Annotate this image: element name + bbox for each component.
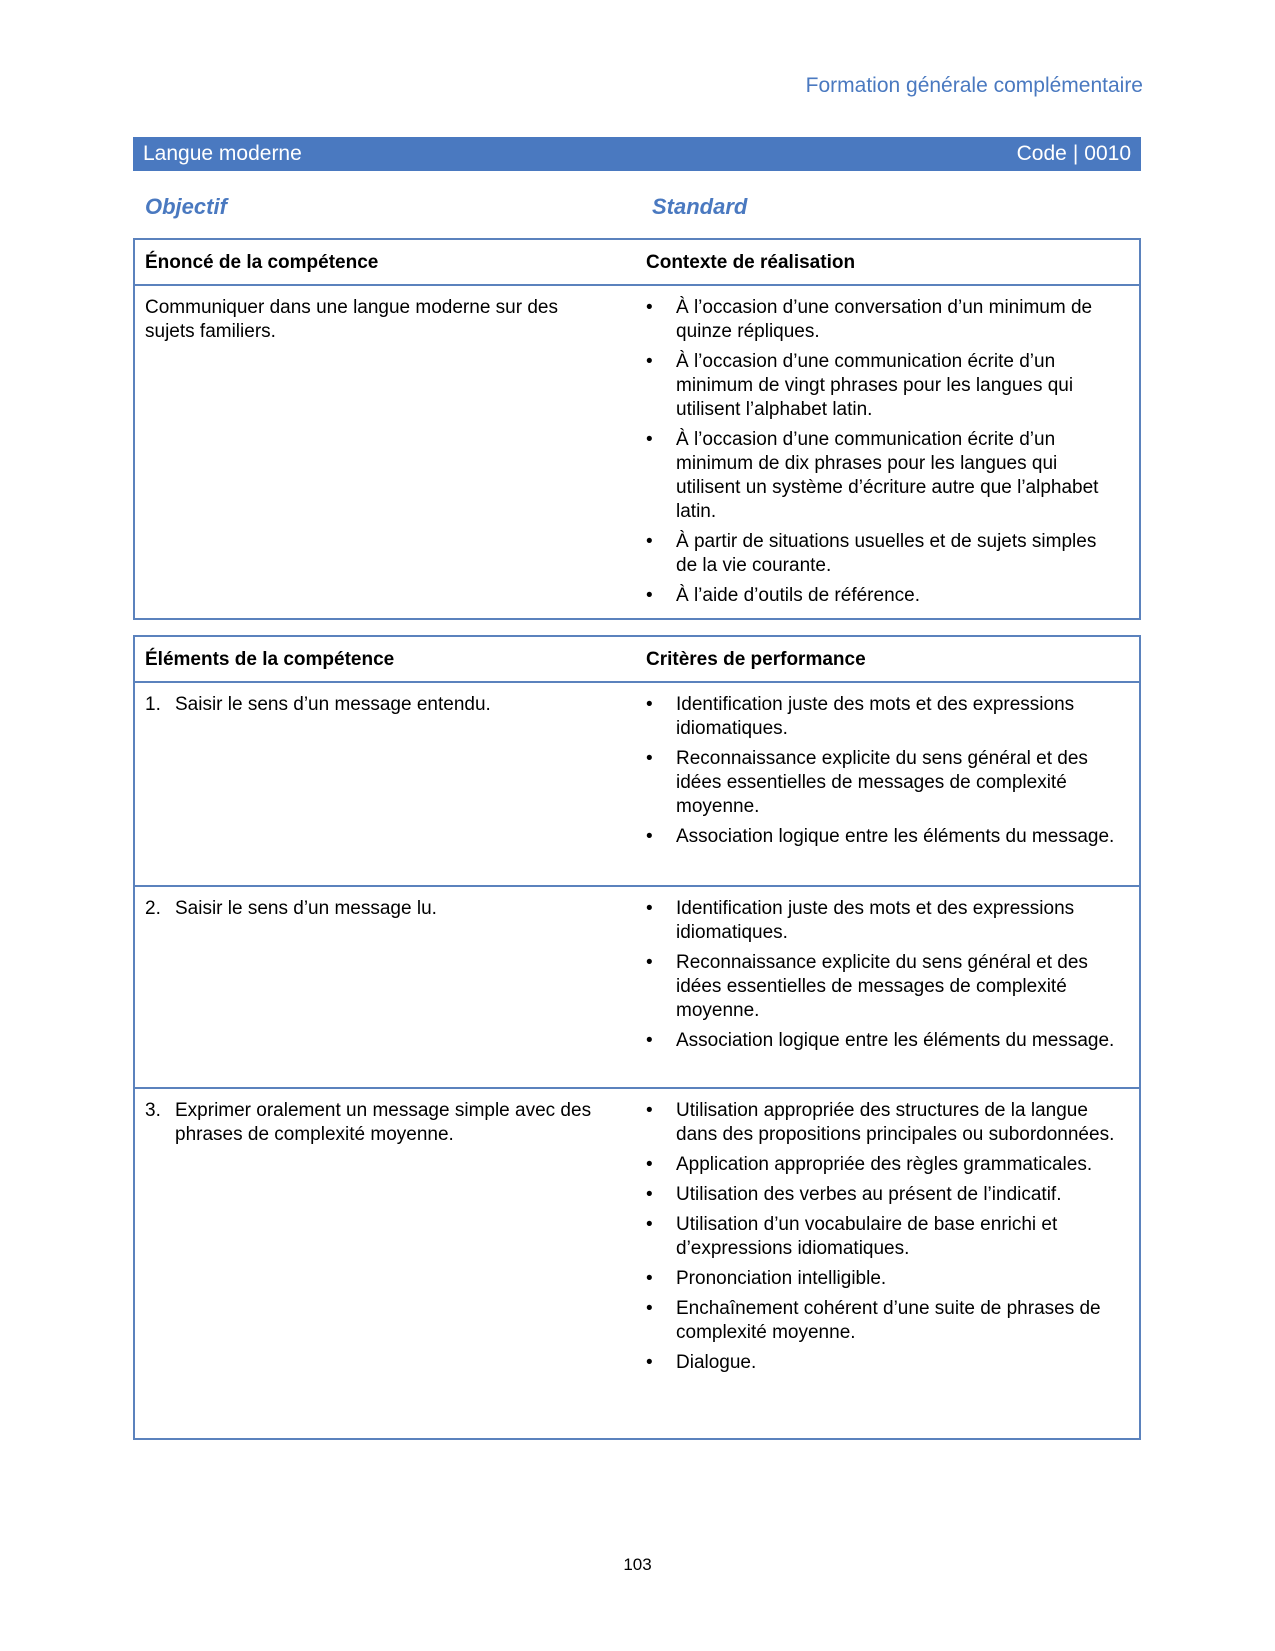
- standard-label: Standard: [652, 194, 748, 219]
- code-separator: |: [1072, 142, 1079, 165]
- criteria-text: Application appropriée des règles grammaticales.: [676, 1154, 1093, 1175]
- context-cell: [646, 296, 1121, 614]
- element-number: 3.: [145, 1100, 161, 1121]
- criteria-list: [646, 1099, 1121, 1375]
- code-value: 0010: [1084, 142, 1131, 165]
- context-text: À l’occasion d’une communication écrite d’un minimum de dix phrases pour les langues qui utilisent un système d’écriture autre que l’alphabet latin.: [676, 429, 1099, 522]
- list-item: [646, 584, 1121, 608]
- list-item: [646, 693, 1121, 741]
- list-item: [646, 1267, 1121, 1291]
- context-text: À l’aide d’outils de référence.: [676, 585, 920, 606]
- criteria-text: Prononciation intelligible.: [676, 1268, 887, 1289]
- element-2: [145, 897, 605, 921]
- list-item: [646, 747, 1121, 819]
- element-number: 2.: [145, 898, 161, 919]
- list-item: [646, 1297, 1121, 1345]
- header-elements: Éléments de la compétence: [145, 649, 395, 670]
- list-item: [646, 897, 1121, 945]
- bullet: •: [646, 1298, 653, 1319]
- bullet: •: [646, 531, 653, 552]
- objective-label: Objectif: [145, 194, 227, 219]
- running-header: Formation générale complémentaire: [805, 74, 1143, 97]
- elements-table-header: [135, 637, 1139, 683]
- list-item: [646, 951, 1121, 1023]
- course-code: [1017, 142, 1131, 166]
- bullet: •: [646, 1154, 653, 1175]
- criteria-cell: [646, 897, 1121, 1059]
- header-criteria: Critères de performance: [646, 649, 866, 670]
- criteria-text: Dialogue.: [676, 1352, 757, 1373]
- header-context: Contexte de réalisation: [646, 252, 856, 273]
- criteria-text: Identification juste des mots et des expressions idiomatiques.: [676, 898, 1075, 943]
- bullet: •: [646, 351, 653, 372]
- competence-row: [135, 286, 1139, 620]
- table-row: [135, 885, 1139, 1087]
- list-item: [646, 1213, 1121, 1261]
- list-item: [646, 1029, 1121, 1053]
- list-item: [646, 1183, 1121, 1207]
- course-title: Langue moderne: [143, 142, 302, 165]
- context-text: À partir de situations usuelles et de sujets simples de la vie courante.: [676, 531, 1097, 576]
- bullet: •: [646, 748, 653, 769]
- bullet: •: [646, 694, 653, 715]
- context-text: À l’occasion d’une communication écrite d’un minimum de vingt phrases pour les langues qui utilisent l’alphabet latin.: [676, 351, 1074, 420]
- course-band: [133, 137, 1141, 171]
- element-text: Exprimer oralement un message simple avec des phrases de complexité moyenne.: [175, 1100, 592, 1145]
- criteria-text: Utilisation des verbes au présent de l’indicatif.: [676, 1184, 1062, 1205]
- table-row: [135, 1087, 1139, 1436]
- context-text: À l’occasion d’une conversation d’un minimum de quinze répliques.: [676, 297, 1093, 342]
- competence-table: [133, 238, 1141, 620]
- bullet: •: [646, 826, 653, 847]
- element-text: Saisir le sens d’un message entendu.: [175, 694, 491, 715]
- bullet: •: [646, 585, 653, 606]
- list-item: [646, 296, 1121, 344]
- bullet: •: [646, 1268, 653, 1289]
- element-number: 1.: [145, 694, 161, 715]
- code-label: Code: [1016, 142, 1067, 165]
- list-item: [646, 350, 1121, 422]
- bullet: •: [646, 297, 653, 318]
- element-3: [145, 1099, 605, 1147]
- criteria-text: Association logique entre les éléments du message.: [676, 1030, 1115, 1051]
- bullet: •: [646, 429, 653, 450]
- criteria-text: Utilisation appropriée des structures de la langue dans des propositions principales ou subordonnées.: [676, 1100, 1115, 1145]
- criteria-text: Identification juste des mots et des expressions idiomatiques.: [676, 694, 1075, 739]
- competence-table-header: [135, 240, 1139, 286]
- element-text: Saisir le sens d’un message lu.: [175, 898, 437, 919]
- page-number: 103: [623, 1555, 652, 1574]
- list-item: [646, 530, 1121, 578]
- bullet: •: [646, 1030, 653, 1051]
- list-item: [646, 1351, 1121, 1375]
- list-item: [646, 428, 1121, 524]
- bullet: •: [646, 898, 653, 919]
- element-1: [145, 693, 605, 717]
- criteria-text: Enchaînement cohérent d’une suite de phrases de complexité moyenne.: [676, 1298, 1101, 1343]
- elements-table: [133, 635, 1141, 1440]
- list-item: [646, 1153, 1121, 1177]
- context-list: [646, 296, 1121, 608]
- criteria-text: Reconnaissance explicite du sens général et des idées essentielles de messages de complexité moyenne.: [676, 748, 1088, 817]
- table-row: [135, 683, 1139, 885]
- bullet: •: [646, 952, 653, 973]
- criteria-list: [646, 897, 1121, 1053]
- bullet: •: [646, 1214, 653, 1235]
- list-item: [646, 1099, 1121, 1147]
- bullet: •: [646, 1184, 653, 1205]
- criteria-text: Utilisation d’un vocabulaire de base enrichi et d’expressions idiomatiques.: [676, 1214, 1058, 1259]
- criteria-cell: [646, 1099, 1121, 1381]
- criteria-text: Reconnaissance explicite du sens général et des idées essentielles de messages de complexité moyenne.: [676, 952, 1088, 1021]
- criteria-list: [646, 693, 1121, 849]
- list-item: [646, 825, 1121, 849]
- criteria-text: Association logique entre les éléments du message.: [676, 826, 1115, 847]
- header-statement: Énoncé de la compétence: [145, 252, 379, 273]
- bullet: •: [646, 1100, 653, 1121]
- competence-statement: Communiquer dans une langue moderne sur des sujets familiers.: [145, 297, 558, 342]
- bullet: •: [646, 1352, 653, 1373]
- criteria-cell: [646, 693, 1121, 855]
